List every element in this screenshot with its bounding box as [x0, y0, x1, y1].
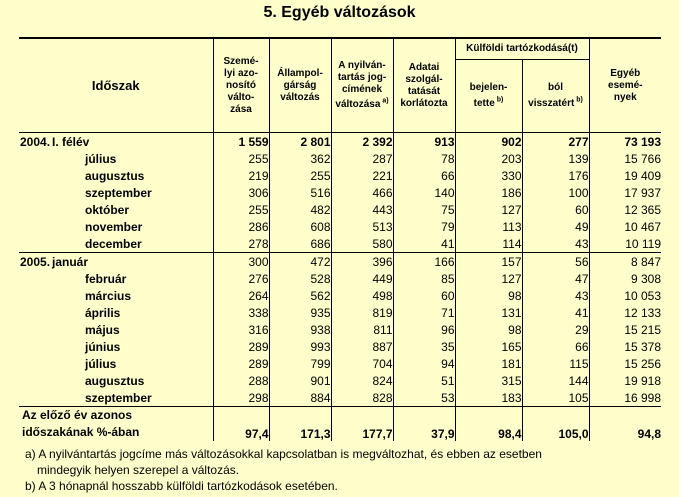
value-cell: 60: [522, 201, 589, 218]
value-cell: 176: [522, 167, 589, 184]
period-label: szeptember: [85, 390, 152, 405]
value-cell: 15 766: [589, 150, 661, 167]
table-row: [19, 270, 661, 287]
table-header: [19, 38, 661, 133]
value-cell: 255: [213, 150, 269, 167]
value-cell: 298: [213, 389, 269, 407]
footnote-b: b) A 3 hónapnál hosszabb külföldi tartózkodások esetében.: [25, 479, 338, 493]
value-cell: 901: [269, 372, 331, 389]
value-cell: 15 378: [589, 338, 661, 355]
table-row: [19, 235, 661, 253]
value-cell: 41: [522, 304, 589, 321]
value-cell: 286: [213, 218, 269, 235]
value-cell: 2 801: [269, 133, 331, 151]
group-percent: [19, 407, 661, 442]
value-cell: 96: [393, 321, 455, 338]
header-line: zása: [230, 103, 252, 115]
value-cell: 12 133: [589, 304, 661, 321]
header-line: tatását: [407, 85, 441, 97]
header-line: visszatért: [528, 97, 575, 109]
value-cell: 449: [331, 270, 393, 287]
value-cell: 289: [213, 338, 269, 355]
percent-value-cell: 171,3: [269, 407, 331, 442]
value-cell: 186: [455, 184, 522, 201]
value-cell: 166: [393, 253, 455, 271]
header-line: gárság: [283, 79, 317, 91]
value-cell: 472: [269, 253, 331, 271]
period-cell: [19, 338, 213, 355]
value-cell: 94: [393, 355, 455, 372]
value-cell: 165: [455, 338, 522, 355]
value-cell: 884: [269, 389, 331, 407]
footnote-marker: b): [574, 96, 583, 104]
table-row: [19, 184, 661, 201]
header-line: Állampol-: [277, 67, 323, 79]
period-label: augusztus: [85, 373, 145, 388]
period-cell: [19, 133, 213, 151]
value-cell: 8 847: [589, 253, 661, 271]
value-cell: 828: [331, 389, 393, 407]
value-cell: 85: [393, 270, 455, 287]
value-cell: 221: [331, 167, 393, 184]
header-line: nyek: [613, 91, 637, 103]
percent-row: [19, 407, 661, 442]
value-cell: 78: [393, 150, 455, 167]
period-cell: [19, 184, 213, 201]
table-row: [19, 321, 661, 338]
value-cell: 498: [331, 287, 393, 304]
value-cell: 513: [331, 218, 393, 235]
header-line: válto-: [227, 91, 255, 103]
value-cell: 100: [522, 184, 589, 201]
table-row: [19, 167, 661, 184]
value-cell: 887: [331, 338, 393, 355]
period-label: június: [85, 339, 121, 354]
header-abroad-group: Külföldi tartózkodásá(t): [455, 38, 589, 60]
value-cell: 289: [213, 355, 269, 372]
header-period: Időszak: [91, 77, 140, 93]
value-cell: 276: [213, 270, 269, 287]
footnote-marker: b): [494, 96, 504, 104]
value-cell: 219: [213, 167, 269, 184]
header-line: bejelen-: [469, 82, 508, 94]
value-cell: 316: [213, 321, 269, 338]
period-cell: [19, 235, 213, 253]
value-cell: 183: [455, 389, 522, 407]
value-cell: 115: [522, 355, 589, 372]
value-cell: 338: [213, 304, 269, 321]
value-cell: 41: [393, 235, 455, 253]
period-label: július: [85, 356, 117, 371]
percent-value-cell: 98,4: [455, 407, 522, 442]
value-cell: 396: [331, 253, 393, 271]
value-cell: 580: [331, 235, 393, 253]
header-line: A nyilván-: [338, 59, 386, 71]
table-row: [19, 338, 661, 355]
period-cell: [19, 167, 213, 184]
header-reported-abroad: [455, 60, 522, 133]
value-cell: 278: [213, 235, 269, 253]
value-cell: 114: [455, 235, 522, 253]
value-cell: 66: [522, 338, 589, 355]
value-cell: 12 365: [589, 201, 661, 218]
table-row: [19, 201, 661, 218]
footnote-marker: a): [380, 97, 389, 105]
period-label: december: [85, 236, 142, 251]
value-cell: 105: [522, 389, 589, 407]
header-line: változás: [280, 91, 320, 103]
percent-label-line1: Az előző év azonos: [22, 408, 133, 422]
value-cell: 300: [213, 253, 269, 271]
table-row: [19, 133, 661, 151]
footnotes: [25, 446, 665, 494]
header-line: címének: [341, 83, 383, 95]
header-line: változása: [335, 99, 381, 111]
header-line: Egyéb: [610, 67, 641, 79]
changes-table: [19, 37, 661, 441]
value-cell: 51: [393, 372, 455, 389]
value-cell: 10 467: [589, 218, 661, 235]
value-cell: 255: [213, 201, 269, 218]
value-cell: 29: [522, 321, 589, 338]
value-cell: 71: [393, 304, 455, 321]
table-row: [19, 150, 661, 167]
value-cell: 466: [331, 184, 393, 201]
value-cell: 938: [269, 321, 331, 338]
value-cell: 53: [393, 389, 455, 407]
table-row: [19, 304, 661, 321]
value-cell: 98: [455, 287, 522, 304]
value-cell: 15 256: [589, 355, 661, 372]
value-cell: 824: [331, 372, 393, 389]
value-cell: 362: [269, 150, 331, 167]
period-label: február: [85, 271, 127, 286]
value-cell: 562: [269, 287, 331, 304]
value-cell: 935: [269, 304, 331, 321]
value-cell: 288: [213, 372, 269, 389]
value-cell: 144: [522, 372, 589, 389]
percent-label-line2: időszakának %-ában: [22, 425, 140, 439]
value-cell: 799: [269, 355, 331, 372]
value-cell: 66: [393, 167, 455, 184]
value-cell: 127: [455, 201, 522, 218]
period-cell: [19, 389, 213, 407]
value-cell: 127: [455, 270, 522, 287]
period-cell: [19, 372, 213, 389]
period-cell: [19, 201, 213, 218]
period-cell: [19, 287, 213, 304]
value-cell: 17 937: [589, 184, 661, 201]
value-cell: 139: [522, 150, 589, 167]
period-cell: [19, 218, 213, 235]
period-cell: [19, 253, 213, 271]
value-cell: 516: [269, 184, 331, 201]
period-cell: [19, 270, 213, 287]
period-label: I. félév: [52, 134, 90, 149]
value-cell: 35: [393, 338, 455, 355]
period-cell: [19, 150, 213, 167]
header-registration-title: [331, 38, 393, 133]
value-cell: 60: [393, 287, 455, 304]
percent-value-cell: 177,7: [331, 407, 393, 442]
value-cell: 15 215: [589, 321, 661, 338]
value-cell: 75: [393, 201, 455, 218]
value-cell: 56: [522, 253, 589, 271]
value-cell: 528: [269, 270, 331, 287]
value-cell: 913: [393, 133, 455, 151]
value-cell: 19 409: [589, 167, 661, 184]
table-row: [19, 253, 661, 271]
value-cell: 43: [522, 235, 589, 253]
year-label: 2004.: [20, 134, 51, 149]
value-cell: 49: [522, 218, 589, 235]
value-cell: 79: [393, 218, 455, 235]
value-cell: 287: [331, 150, 393, 167]
footnote-a-cont: mindegyik helyen szerepel a változás.: [37, 463, 240, 477]
percent-value-cell: 37,9: [393, 407, 455, 442]
value-cell: 73 193: [589, 133, 661, 151]
value-cell: 306: [213, 184, 269, 201]
value-cell: 157: [455, 253, 522, 271]
value-cell: 203: [455, 150, 522, 167]
value-cell: 9 308: [589, 270, 661, 287]
percent-value-cell: 97,4: [213, 407, 269, 442]
header-line: nosító: [226, 79, 256, 91]
value-cell: 98: [455, 321, 522, 338]
value-cell: 16 998: [589, 389, 661, 407]
header-line: Adatai: [408, 61, 440, 73]
group-2005: [19, 253, 661, 407]
percent-value-cell: 105,0: [522, 407, 589, 442]
value-cell: 686: [269, 235, 331, 253]
period-cell: [19, 355, 213, 372]
percent-label: [19, 407, 213, 442]
header-line: esemé-: [608, 79, 643, 91]
value-cell: 704: [331, 355, 393, 372]
value-cell: 482: [269, 201, 331, 218]
value-cell: 10 119: [589, 235, 661, 253]
value-cell: 19 918: [589, 372, 661, 389]
value-cell: 181: [455, 355, 522, 372]
value-cell: 993: [269, 338, 331, 355]
header-line: Szemé-: [223, 55, 259, 67]
table-row: [19, 372, 661, 389]
period-label: január: [52, 254, 89, 269]
value-cell: 443: [331, 201, 393, 218]
period-label: szeptember: [85, 185, 152, 200]
header-line: korlátozta: [400, 97, 448, 109]
value-cell: 608: [269, 218, 331, 235]
period-cell: [19, 321, 213, 338]
group-2004: [19, 133, 661, 253]
value-cell: 1 559: [213, 133, 269, 151]
header-other-events: [589, 38, 661, 133]
period-cell: [19, 304, 213, 321]
header-returned: [522, 60, 589, 133]
header-line: tartás jog-: [337, 71, 387, 83]
value-cell: 902: [455, 133, 522, 151]
period-label: május: [85, 322, 120, 337]
period-label: október: [85, 202, 130, 217]
header-data-restriction: [393, 38, 455, 133]
header-line: szolgál-: [405, 73, 443, 85]
table-row: [19, 355, 661, 372]
header-line: ból: [548, 82, 563, 94]
value-cell: 315: [455, 372, 522, 389]
header-citizenship: [269, 38, 331, 133]
value-cell: 10 053: [589, 287, 661, 304]
value-cell: 140: [393, 184, 455, 201]
value-cell: 113: [455, 218, 522, 235]
header-line: tette: [473, 97, 495, 109]
header-line: lyi azo-: [224, 67, 258, 79]
table-row: [19, 218, 661, 235]
value-cell: 277: [522, 133, 589, 151]
value-cell: 819: [331, 304, 393, 321]
period-label: november: [85, 219, 143, 234]
value-cell: 2 392: [331, 133, 393, 151]
period-label: augusztus: [85, 168, 145, 183]
period-label: március: [85, 288, 132, 303]
value-cell: 264: [213, 287, 269, 304]
value-cell: 255: [269, 167, 331, 184]
year-label: 2005.: [20, 254, 51, 269]
value-cell: 47: [522, 270, 589, 287]
value-cell: 43: [522, 287, 589, 304]
table-row: [19, 287, 661, 304]
value-cell: 811: [331, 321, 393, 338]
period-label: április: [85, 305, 121, 320]
table-title: 5. Egyéb változások: [263, 4, 416, 21]
footnote-a: a) A nyilvántartás jogcíme más változásokkal kapcsolatban is megváltozhat, és ebben az esetben: [25, 447, 542, 461]
percent-value-cell: 94,8: [589, 407, 661, 442]
value-cell: 131: [455, 304, 522, 321]
table-row: [19, 389, 661, 407]
value-cell: 330: [455, 167, 522, 184]
period-label: július: [85, 151, 117, 166]
header-id-change: [213, 38, 269, 133]
